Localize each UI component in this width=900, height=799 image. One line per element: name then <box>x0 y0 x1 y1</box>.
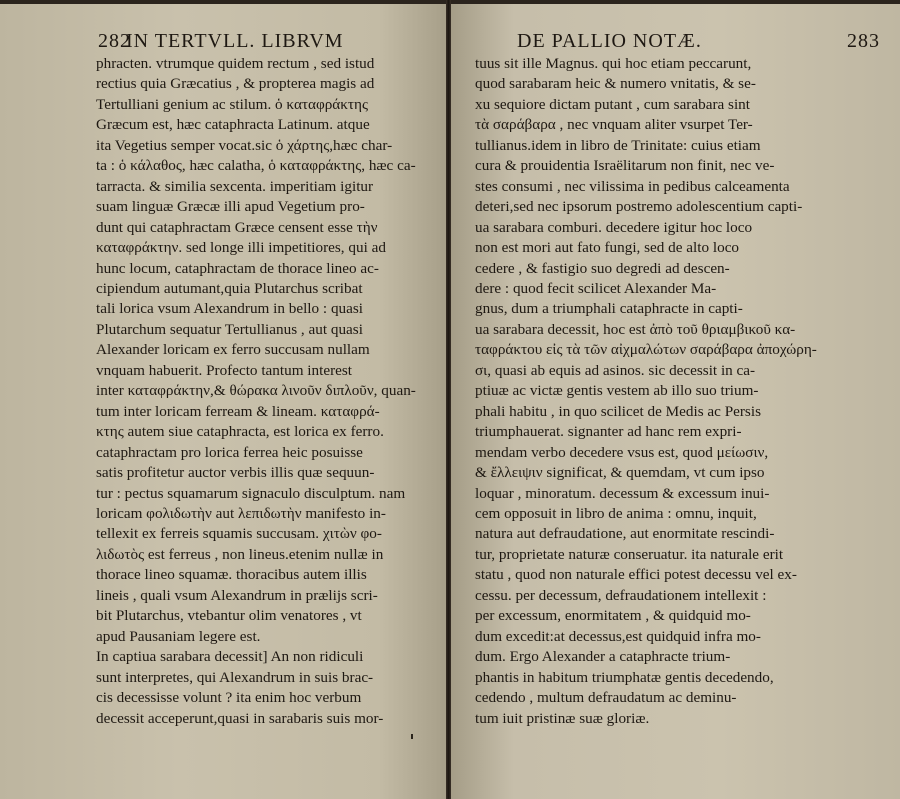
text-line: tullianus.idem in libro de Trinitate: cuius etiam <box>475 136 761 154</box>
text-line: cedendo , multum defraudatum ac deminu- <box>475 689 737 707</box>
text-line: triumphauerat. signanter ad hanc rem expri- <box>475 423 742 441</box>
text-line: statu , quod non naturale effici potest decessu vel ex- <box>475 566 797 584</box>
text-line: thorace lineo squamæ. thoracibus autem illis <box>96 566 367 584</box>
text-line: gnus, dum a triumphali cataphracte in capti- <box>475 300 743 318</box>
text-line: inter καταφράκτην,& θώρακα λινοῦν διπλοῦν, quan- <box>96 382 416 400</box>
text-line: cipiendum autumant,quia Plutarchus scribat <box>96 279 363 297</box>
text-line: xu sequiore dictam putant , cum sarabara sint <box>475 95 750 113</box>
text-line: cis decessisse volunt ? ita enim hoc verbum <box>96 689 362 707</box>
text-line: hunc locum, cataphractam de thorace lineo ac- <box>96 259 379 277</box>
text-line: cataphractam pro lorica ferrea heic posuisse <box>96 443 363 461</box>
text-line: κτης autem siue cataphracta, est lorica ex ferro. <box>96 423 384 441</box>
text-line: tuus sit ille Magnus. qui hoc etiam peccarunt, <box>475 55 752 72</box>
text-line: non est mori aut fato fungi, sed de alto loco <box>475 239 740 257</box>
text-line: phali habitu , in quo scilicet de Medis ac Persis <box>475 402 761 420</box>
text-line: cessu. per decessum, defraudationem intellexit : <box>475 586 767 604</box>
text-line: dum. Ergo Alexander a cataphracte trium- <box>475 648 731 666</box>
text-line: τὰ σαράβαρα , nec vnquam aliter vsurpet Ter- <box>475 116 753 134</box>
text-line: suam linguæ Græcæ illi apud Vegetium pro- <box>96 198 365 216</box>
text-line: dum excedit:at decessus,est quidquid infra mo- <box>475 627 761 645</box>
left-page-header <box>96 30 426 54</box>
left-page-text <box>96 54 426 729</box>
text-line: quod sarabaram heic & numero vnitatis, & se- <box>475 75 756 93</box>
text-line: tarracta. & similia sexcenta. imperitiam igitur <box>96 177 374 195</box>
text-line: cedere , & fastigio suo degredi ad descen- <box>475 259 730 277</box>
right-page <box>451 4 900 799</box>
text-line: phracten. vtrumque quidem rectum , sed istud <box>96 55 375 72</box>
text-line: λιδωτὸς est ferreus , non lineus.etenim nullæ in <box>96 545 384 563</box>
text-line: σι, quasi ab equis ad asinos. sic decessit in ca- <box>475 361 756 379</box>
text-line: satis profitetur auctor verbis illis quæ sequun- <box>96 464 375 482</box>
text-line: apud Pausaniam legere est. <box>96 627 261 645</box>
text-line: vnquam habuerit. Profecto tantum interest <box>96 361 353 379</box>
text-line: Plutarchum sequatur Tertullianus , aut quasi <box>96 320 363 338</box>
text-line: loquar , minoratum. decessum & excessum inui- <box>475 484 770 502</box>
text-line: tur : pectus squamarum signaculo disculptum. nam <box>96 484 406 502</box>
text-line: ταφράκτου εἰς τὰ τῶν αἰχμαλώτων σαράβαρα ἀποχώρη- <box>475 341 817 359</box>
text-line: phantis in habitum triumphatæ gentis decedendo, <box>475 668 774 686</box>
ink-mark <box>411 734 413 739</box>
right-page-header <box>475 30 880 54</box>
text-line: lineis , quali vsum Alexandrum in prælijs scri- <box>96 586 378 604</box>
text-line: ua sarabara comburi. decedere igitur hoc loco <box>475 218 753 236</box>
text-line: cura & prouidentia Israëlitarum non finit, nec ve- <box>475 157 775 175</box>
text-line: dere : quod fecit scilicet Alexander Ma- <box>475 279 717 297</box>
text-line: ua sarabara decessit, hoc est ἀπὸ τοῦ θριαμβικοῦ κα- <box>475 320 796 338</box>
text-line: dunt qui cataphractam Græce censent esse τὴν <box>96 218 378 236</box>
running-head: DE PALLIO NOTÆ. <box>517 30 702 52</box>
text-line: ptiuæ ac victæ gentis vestem ab illo suo trium- <box>475 382 759 400</box>
text-line: Tertulliani genium ac stilum. ὁ καταφράκτης <box>96 95 368 113</box>
page-number: 282 <box>98 30 131 52</box>
right-page-text <box>475 54 880 729</box>
running-head: IN TERTVLL. LIBRVM <box>126 30 344 52</box>
text-line: loricam φολιδωτὴν aut λεπιδωτὴν manifesto in- <box>96 504 386 522</box>
text-line: natura aut defraudatione, aut enormitate rescindi- <box>475 525 775 543</box>
text-line: per excessum, enormitatem , & quidquid mo- <box>475 607 751 625</box>
text-line: bit Plutarchus, vtebantur olim venatores , vt <box>96 607 362 625</box>
text-line: tellexit ex ferreis squamis succusam. χιτὼν φο- <box>96 525 382 543</box>
text-line: Alexander loricam ex ferro succusam nullam <box>96 341 370 359</box>
text-line: mendam verbo decedere vsus est, quod μείωσιν, <box>475 443 769 461</box>
text-line: tum iuit pristinæ suæ gloriæ. <box>475 709 650 727</box>
text-line: deteri,sed nec ipsorum postremo adolescentium capti- <box>475 198 803 216</box>
text-line: & ἔλλειψιν significat, & quemdam, vt cum ipso <box>475 464 765 482</box>
text-line: ta : ὁ κάλαθος, hæc calatha, ὁ καταφράκτης, hæc ca- <box>96 157 416 175</box>
text-line: tum inter loricam ferream & lineam. καταφρά- <box>96 402 380 420</box>
text-line: sunt interpretes, qui Alexandrum in suis brac- <box>96 668 374 686</box>
text-line: Græcum est, hæc cataphracta Latinum. atque <box>96 116 370 134</box>
text-line: cem opposuit in libro de anima : omnu, inquit, <box>475 504 757 522</box>
text-line: ita Vegetius semper vocat.sic ὁ χάρτης,hæc char- <box>96 136 393 154</box>
text-line: καταφράκτην. sed longe illi impetitiores, qui ad <box>96 239 386 257</box>
page-number: 283 <box>847 30 880 52</box>
text-line: tur, proprietate naturæ conseruatur. ita naturale erit <box>475 545 784 563</box>
left-page <box>0 4 446 799</box>
text-line: tali lorica vsum Alexandrum in bello : quasi <box>96 300 363 318</box>
text-line: In captiua sarabara decessit] An non ridiculi <box>96 648 364 666</box>
text-line: rectius quia Græcatius , & propterea magis ad <box>96 75 375 93</box>
text-line: decessit acceperunt,quasi in sarabaris suis mor- <box>96 709 384 727</box>
text-line: stes consumi , nec vilissima in pedibus calceamenta <box>475 177 790 195</box>
